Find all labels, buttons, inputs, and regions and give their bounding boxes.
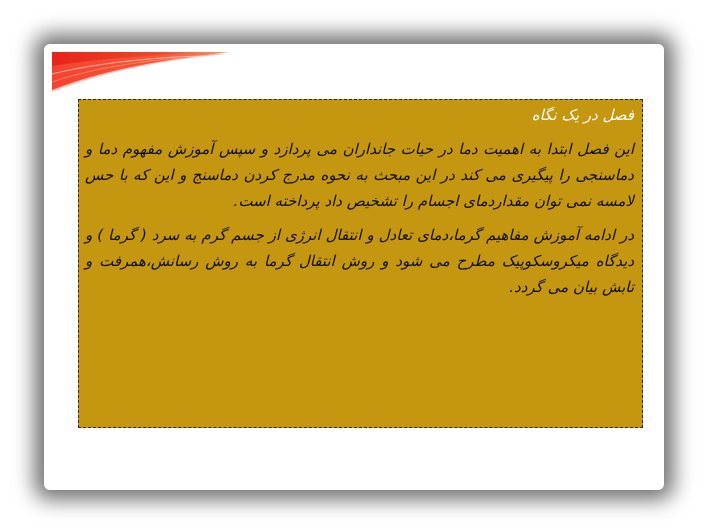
paragraph-2: در ادامه آموزش مفاهیم گرما،دمای تعادل و انتقال انرژی از جسم گرم به سرد ( گرما ) و دیدگاه میکروسکوپیک مطرح می شود و روش انتقال گرما به روش رسانش،همرفت و تابش بیان می گردد. [85,226,634,296]
summary-box [78,99,643,428]
section-heading: فصل در یک نگاه [531,106,634,124]
slide [52,52,656,478]
paragraph-1: این فصل ابتدا به اهمیت دما در حیات جانداران می پردازد و سپس آموزش مفهوم دما و دماسنجی را پیگیری می کند در این مبحث به نحوه مدرج کردن دماسنج و این که با حس لامسه نمی توان مقداردمای اجسام را تشخیص داد پرداخته است. [85,140,634,210]
